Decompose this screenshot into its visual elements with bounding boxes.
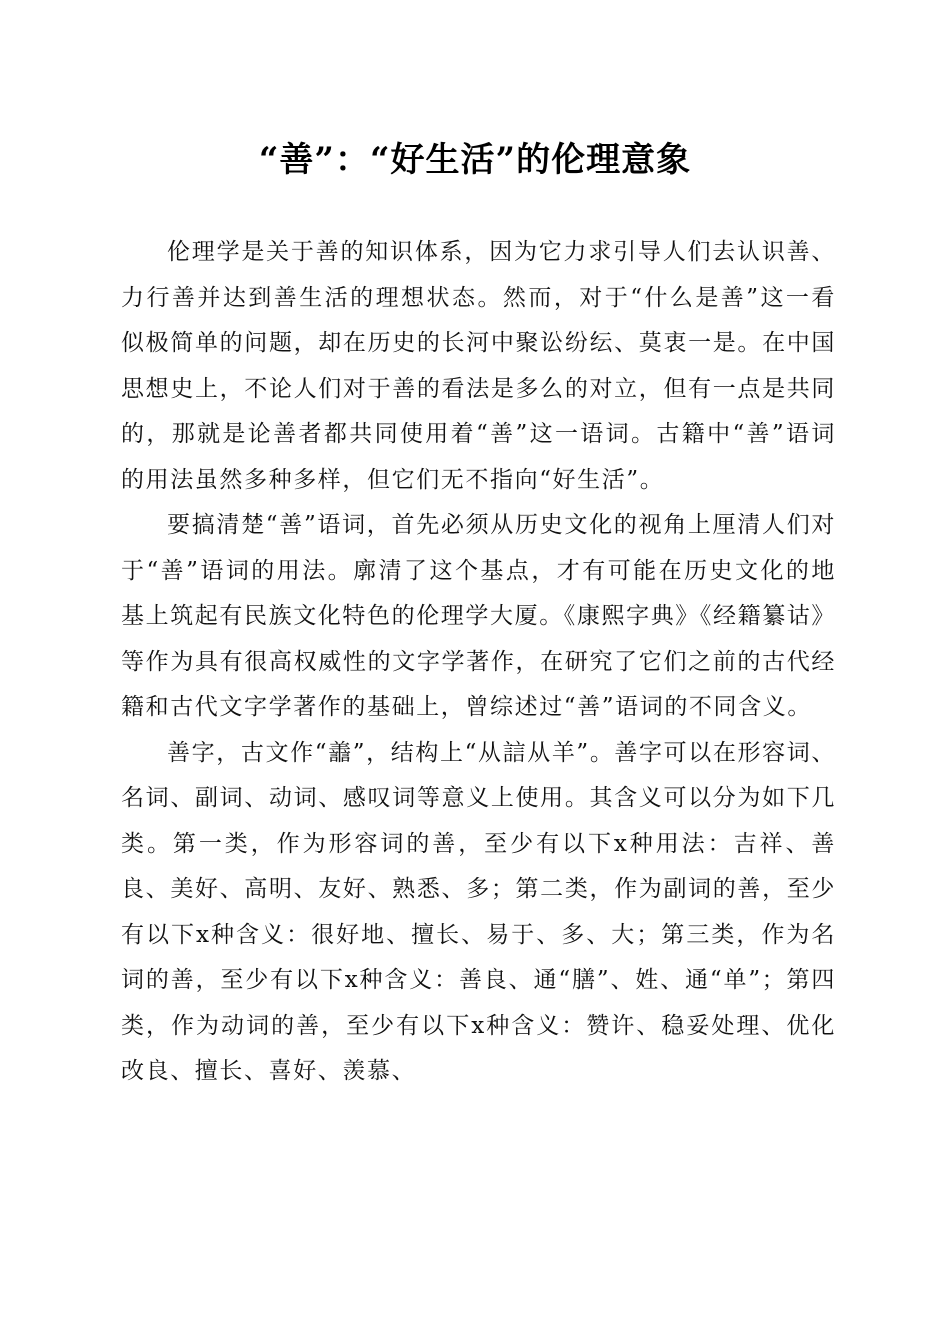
- document-body: [121, 230, 836, 1095]
- paragraph-1: 伦理学是关于善的知识体系，因为它力求引导人们去认识善、力行善并达到善生活的理想状态。然而，对于“什么是善”这一看似极简单的问题，却在历史的长河中聚讼纷纭、莫衷一是。在中国思想史上，不论人们对于善的看法是多么的对立，但有一点是共同的，那就是论善者都共同使用着“善”这一语词。古籍中“善”语词的用法虽然多种多样，但它们无不指向“好生活”。: [121, 239, 836, 493]
- paragraph-3: 善字，古文作“譱”，结构上“从誩从羊”。善字可以在形容词、名词、副词、动词、感叹词等意义上使用。其含义可以分为如下几类。第一类，作为形容词的善，至少有以下x种用法：吉祥、善良、美好、高明、友好、熟悉、多；第二类，作为副词的善，至少有以下x种含义：很好地、擅长、易于、多、大；第三类，作为名词的善，至少有以下x种含义：善良、通“膳”、姓、通“单”；第四类，作为动词的善，至少有以下x种含义：赞许、稳妥处理、优化改良、擅长、喜好、羡慕、: [121, 739, 836, 1084]
- paragraph-2: 要搞清楚“善”语词，首先必须从历史文化的视角上厘清人们对于“善”语词的用法。廓清了这个基点，才有可能在历史文化的地基上筑起有民族文化特色的伦理学大厦。《康熙字典》《经籍纂诂》等作为具有很高权威性的文字学著作，在研究了它们之前的古代经籍和古代文字学著作的基础上，曾综述过“善”语词的不同含义。: [121, 512, 836, 720]
- page-title: “善”：“好生活”的伦理意象: [258, 140, 692, 180]
